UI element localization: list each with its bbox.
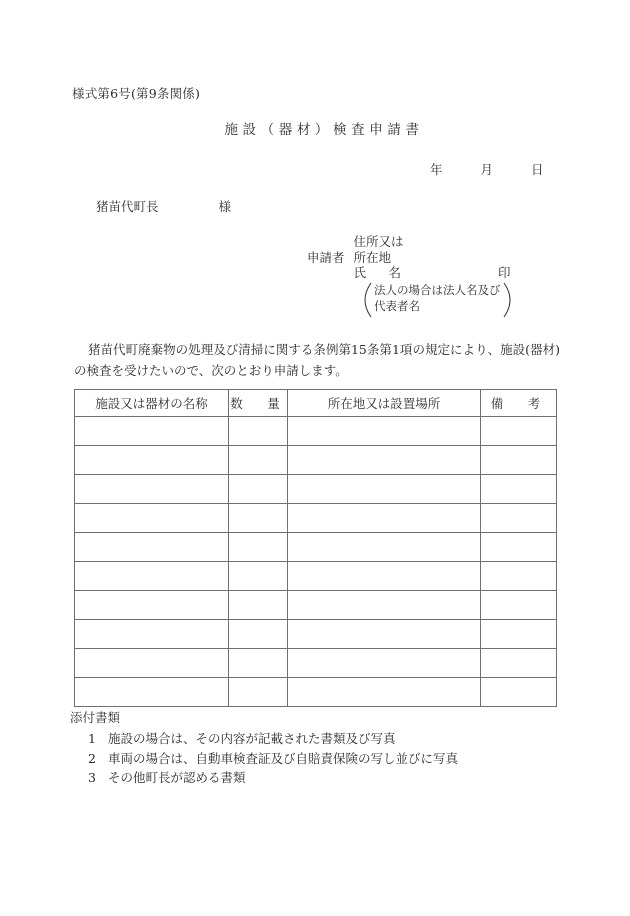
table-cell-location[interactable] (288, 446, 481, 475)
corporate-note-line-2: 代表者名 (374, 299, 420, 313)
table-cell-facility-name[interactable] (75, 562, 229, 591)
date-line (430, 160, 543, 178)
table-cell-remarks[interactable] (481, 620, 557, 649)
table-cell-remarks[interactable] (481, 504, 557, 533)
table-cell-location[interactable] (288, 562, 481, 591)
applicant-address-label-line2: 所在地 (353, 249, 392, 265)
table-cell-remarks[interactable] (481, 678, 557, 707)
attachments-section (70, 708, 458, 788)
table-cell-remarks[interactable] (481, 562, 557, 591)
table-row (75, 475, 557, 504)
attachment-item-number: 3 (88, 770, 96, 785)
table-cell-remarks[interactable] (481, 649, 557, 678)
attachment-item (70, 729, 458, 749)
page-title: 施設（器材）検査申請書 (224, 122, 424, 138)
table-row (75, 620, 557, 649)
table-cell-remarks[interactable] (481, 446, 557, 475)
table-header-facility-name: 施設又は器材の名称 (75, 390, 229, 417)
addressee-name: 猪苗代町長 (96, 199, 159, 214)
table-cell-remarks[interactable] (481, 475, 557, 504)
table-cell-facility-name[interactable] (75, 591, 229, 620)
table-cell-facility-name[interactable] (75, 678, 229, 707)
applicant-name-row (354, 265, 511, 281)
table-cell-quantity[interactable] (229, 649, 288, 678)
table-cell-location[interactable] (288, 620, 481, 649)
attachment-item (70, 749, 458, 769)
table-cell-facility-name[interactable] (75, 475, 229, 504)
table-cell-facility-name[interactable] (75, 649, 229, 678)
attachment-item-number: 2 (88, 750, 96, 766)
table-row (75, 591, 557, 620)
applicant-name-label: 氏 名 (353, 265, 407, 280)
attachment-item (70, 768, 458, 788)
applicant-fields (354, 234, 511, 281)
table-header-row (75, 390, 557, 417)
table-cell-quantity[interactable] (229, 475, 288, 504)
attachment-item-text: 施設の場合は、その内容が記載された書類及び写真 (108, 731, 396, 746)
attachment-item-text: その他町長が認める書類 (108, 770, 246, 785)
table-header-quantity: 数 量 (229, 390, 288, 417)
table-cell-location[interactable] (288, 649, 481, 678)
seal-mark-icon: 印 (498, 265, 511, 280)
table-cell-facility-name[interactable] (75, 620, 229, 649)
attachment-item-number: 1 (88, 731, 96, 746)
date-month-label: 月 (480, 162, 493, 177)
date-year-label: 年 (430, 162, 443, 177)
table-cell-remarks[interactable] (481, 417, 557, 446)
attachments-title: 添付書類 (70, 710, 121, 725)
table-row (75, 504, 557, 533)
table-row (75, 562, 557, 591)
table-cell-location[interactable] (288, 475, 481, 504)
attachment-item-text: 車両の場合は、自動車検査証及び自賠責保険の写し並びに写真 (108, 750, 459, 766)
table-cell-location[interactable] (288, 533, 481, 562)
table-cell-quantity[interactable] (229, 678, 288, 707)
table-body (75, 417, 557, 707)
table-cell-location[interactable] (288, 591, 481, 620)
table-cell-quantity[interactable] (229, 620, 288, 649)
inspection-items-table (74, 389, 557, 707)
right-parenthesis-icon (503, 282, 512, 318)
table-cell-remarks[interactable] (481, 591, 557, 620)
table-cell-facility-name[interactable] (75, 504, 229, 533)
table-cell-quantity[interactable] (229, 562, 288, 591)
table-cell-location[interactable] (288, 504, 481, 533)
table-cell-quantity[interactable] (229, 446, 288, 475)
table-cell-facility-name[interactable] (75, 417, 229, 446)
table-cell-location[interactable] (288, 678, 481, 707)
date-day-label: 日 (530, 162, 544, 177)
table-cell-facility-name[interactable] (75, 533, 229, 562)
table-cell-facility-name[interactable] (75, 446, 229, 475)
applicant-block (307, 234, 511, 281)
addressee-honorific: 様 (218, 199, 231, 214)
applicant-address-label-line1: 住所又は (353, 234, 404, 249)
table-row (75, 678, 557, 707)
table-cell-location[interactable] (288, 417, 481, 446)
table-header-location: 所在地又は設置場所 (288, 390, 481, 417)
corporate-note (363, 282, 512, 318)
table-cell-quantity[interactable] (229, 533, 288, 562)
attachments-list (70, 729, 458, 788)
form-number: 様式第6号(第9条関係) (72, 86, 201, 101)
body-paragraph: 猪苗代町廃棄物の処理及び清掃に関する条例第15条第1項の規定により、施設(器材)の検査を受けたいので、次のとおり申請します。 (74, 342, 560, 378)
applicant-label: 申請者 (307, 250, 345, 266)
table-row (75, 649, 557, 678)
addressee (96, 197, 231, 215)
table-row (75, 417, 557, 446)
corporate-note-lines (372, 282, 503, 318)
table-row (75, 446, 557, 475)
left-parenthesis-icon (363, 282, 372, 318)
table-cell-quantity[interactable] (229, 417, 288, 446)
table-cell-quantity[interactable] (229, 504, 288, 533)
table-row (75, 533, 557, 562)
table-header-remarks: 備 考 (481, 390, 557, 417)
table-cell-remarks[interactable] (481, 533, 557, 562)
table-cell-quantity[interactable] (229, 591, 288, 620)
corporate-note-line-1: 法人の場合は法人名及び (374, 283, 501, 297)
